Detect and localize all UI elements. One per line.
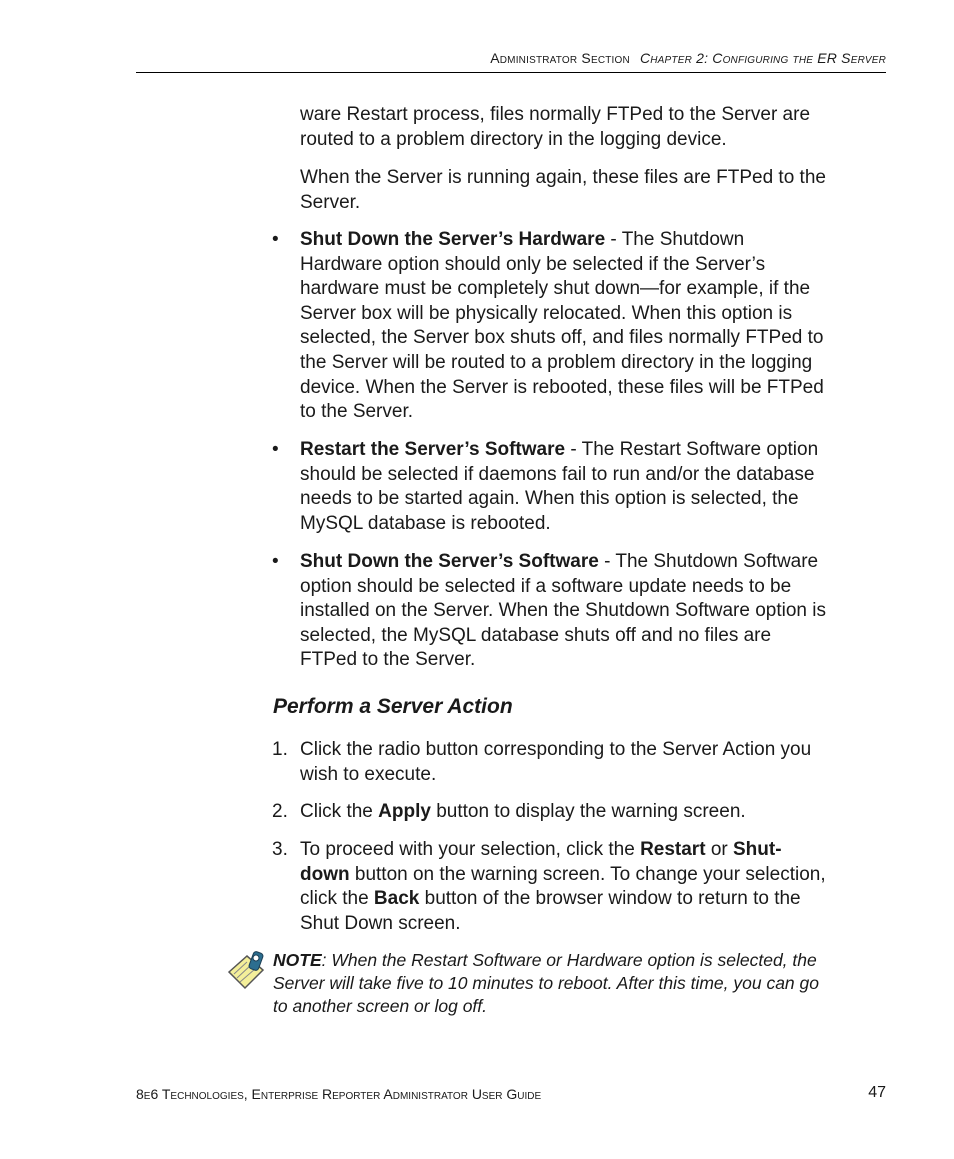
bullet-text: - The Shutdown Hardware option should only be selected if the Server’s hardware must be completely shut down—for example, if the Server box will be physically relocated. When this option is selected, the Server box shuts off, and files normally FTPed to the Server will be routed to a problem directory in the logging device. When the Server is rebooted, these files will be FTPed to the Server. (300, 229, 824, 423)
page-number: 47 (868, 1084, 886, 1101)
note-pad-icon (225, 950, 267, 992)
bullet-item-shutdown-software (300, 550, 830, 673)
bullet-marker: • (272, 439, 279, 460)
back-term: Back (373, 888, 420, 910)
footer-title: 8e6 Technologies, Enterprise Reporter Administrator User Guide (136, 1086, 542, 1102)
bullet-marker: • (272, 229, 279, 250)
apply-term: Apply (378, 801, 431, 822)
bullet-term: Shut Down the Server’s Software (300, 551, 599, 572)
bullet-term: Shut Down the Server’s Hardware (300, 229, 606, 250)
shutdown-term: Shut-down (300, 839, 782, 885)
step-text: Click the (300, 801, 379, 822)
step-text: or (705, 839, 733, 860)
step-text: button to display the warning screen. (430, 801, 746, 822)
header-section: Administrator Section (490, 50, 630, 66)
bullet-text: - The Shutdown Software option should be selected if a software update needs to be installed on the Server. When the Shutdown Software option is selected, the MySQL database shuts off and no files are FTPed to the Server. (300, 551, 826, 671)
header-rule (136, 72, 886, 73)
note-body: : When the Restart Software or Hardware option is selected, the Server will take five to 10 minutes to reboot. After this time, you can go to another screen or log off. (273, 950, 819, 1016)
step-3 (300, 838, 830, 936)
bullet-term: Restart the Server’s Software (300, 439, 566, 460)
restart-term: Restart (640, 839, 706, 860)
bullet-item-shutdown-hardware (300, 228, 830, 425)
intro-paragraph-2: When the Server is running again, these files are FTPed to the Server. (300, 167, 826, 213)
note-text (273, 949, 833, 1018)
bullet-marker: • (272, 551, 279, 572)
step-number: 1. (272, 739, 288, 760)
note-label: NOTE (273, 950, 322, 970)
step-text: button of the browser window to return to the Shut Down screen. (300, 888, 801, 934)
step-2 (300, 800, 830, 825)
step-text: To proceed with your selection, click the (300, 839, 641, 860)
intro-paragraph-1: ware Restart process, files normally FTPed to the Server are routed to a problem directory in the logging device. (300, 104, 811, 150)
step-1: Click the radio button corresponding to the Server Action you wish to execute. (300, 739, 812, 785)
bullet-text: - The Restart Software option should be selected if daemons fail to run and/or the database needs to be started again. When this option is selected, the MySQL database is rebooted. (300, 439, 819, 534)
section-heading: Perform a Server Action (273, 695, 513, 718)
step-number: 3. (272, 839, 288, 860)
step-text: button on the warning screen. To change your selection, click the (300, 863, 826, 910)
bullet-item-restart-software (300, 438, 830, 536)
header-chapter: Chapter 2: Configuring the ER Server (639, 50, 886, 66)
step-number: 2. (272, 801, 288, 822)
running-header (136, 50, 886, 66)
